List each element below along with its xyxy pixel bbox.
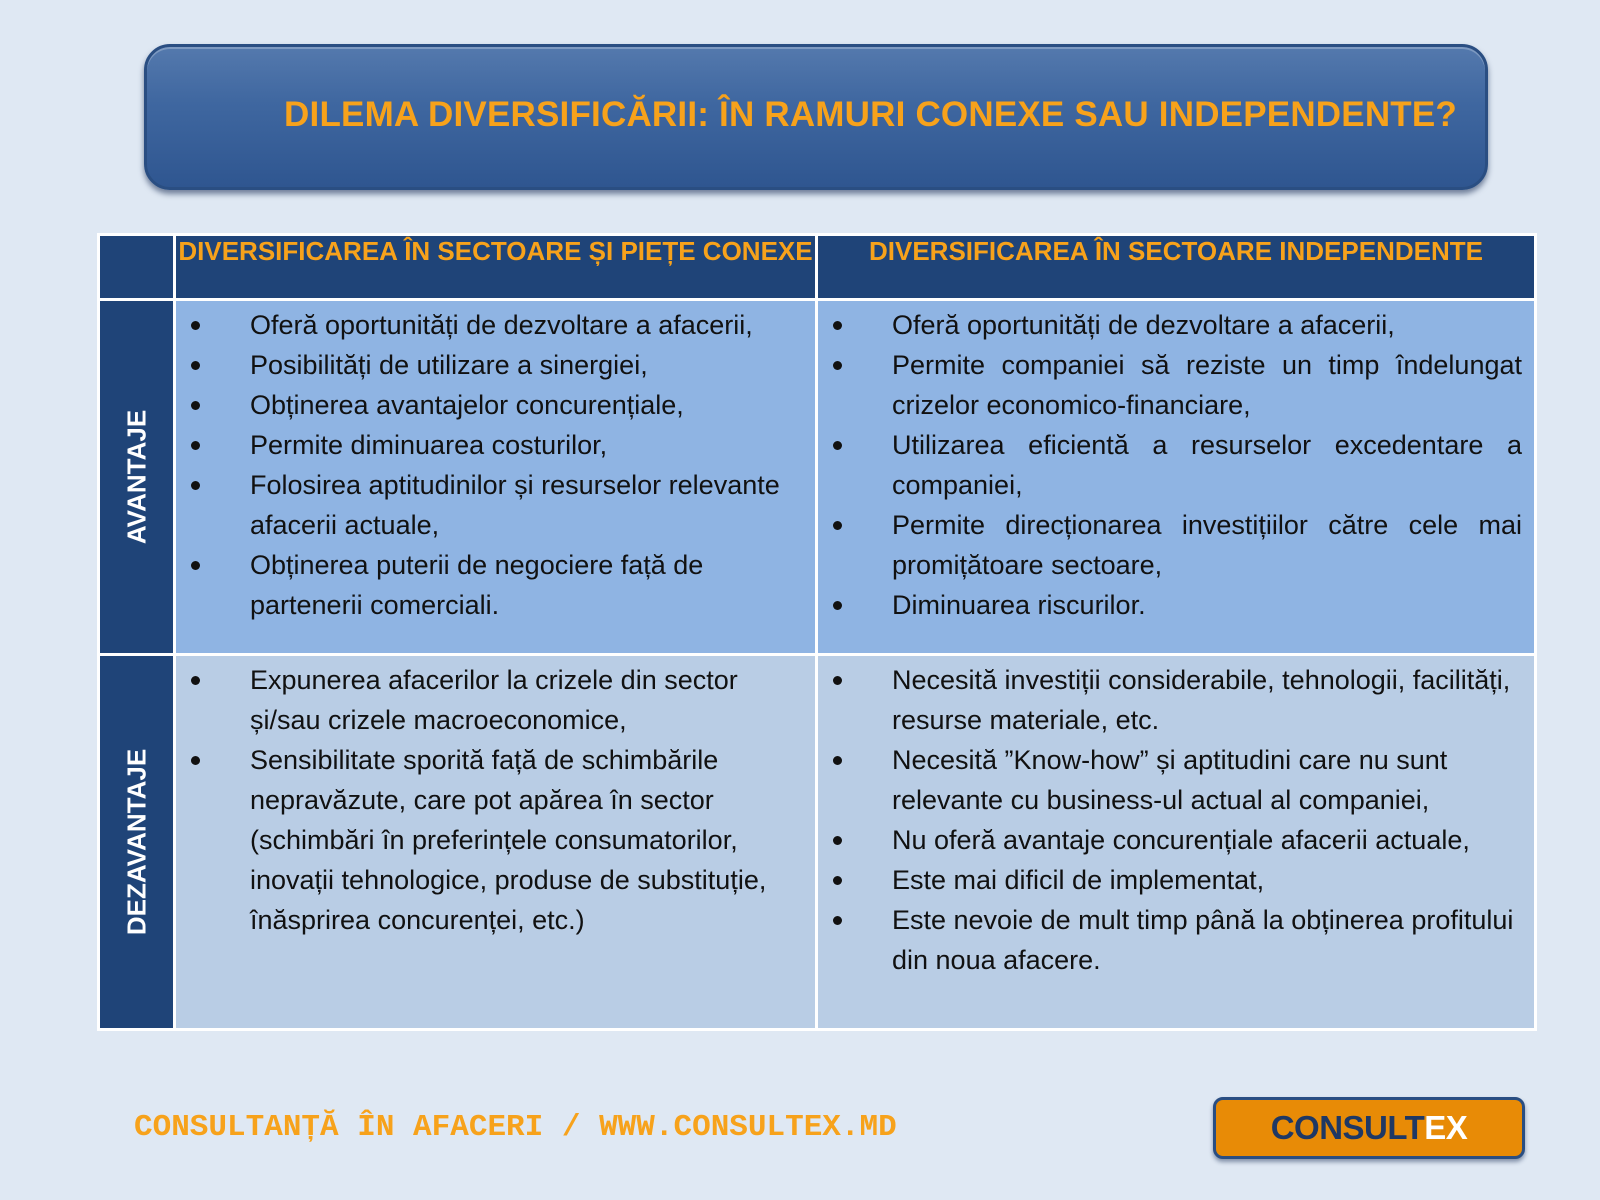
advantages-row bbox=[99, 300, 1536, 655]
logo-text-ex: EX bbox=[1424, 1109, 1468, 1146]
cell-dezavantaje-conexe bbox=[175, 655, 817, 1030]
list-item: Permite direcționarea investițiilor către cele mai promițătoare sectoare, bbox=[818, 505, 1522, 585]
list-item: Obținerea puterii de negociere față de partenerii comerciali. bbox=[176, 545, 803, 625]
list-item: Oferă oportunități de dezvoltare a afacerii, bbox=[176, 305, 803, 345]
list-item: Utilizarea eficientă a resurselor excedentare a companiei, bbox=[818, 425, 1522, 505]
list-dezavantaje-conexe bbox=[176, 656, 815, 940]
list-item: Posibilități de utilizare a sinergiei, bbox=[176, 345, 803, 385]
footer-website[interactable]: CONSULTANȚĂ ÎN AFACERI / WWW.CONSULTEX.MD bbox=[134, 1110, 897, 1145]
list-item: Obținerea avantajelor concurențiale, bbox=[176, 385, 803, 425]
row-label-dezavantaje bbox=[99, 655, 175, 1030]
list-dezavantaje-independente bbox=[818, 656, 1534, 980]
list-item: Nu oferă avantaje concurențiale afacerii actuale, bbox=[818, 820, 1522, 860]
corner-cell bbox=[99, 235, 175, 300]
cell-avantaje-conexe bbox=[175, 300, 817, 655]
list-item: Diminuarea riscurilor. bbox=[818, 585, 1522, 625]
title-banner bbox=[144, 44, 1488, 190]
header-conexe: DIVERSIFICAREA ÎN SECTOARE ȘI PIEȚE CONEXE bbox=[175, 235, 817, 300]
list-item: Necesită ”Know-how” și aptitudini care nu sunt relevante cu business-ul actual al companiei, bbox=[818, 740, 1522, 820]
dezavantaje-label: DEZAVANTAJE bbox=[121, 748, 151, 936]
list-item: Este mai dificil de implementat, bbox=[818, 860, 1522, 900]
list-item: Permite companiei să reziste un timp îndelungat crizelor economico-financiare, bbox=[818, 345, 1522, 425]
consultex-logo bbox=[1213, 1097, 1525, 1159]
list-item: Permite diminuarea costurilor, bbox=[176, 425, 803, 465]
list-item: Necesită investiții considerabile, tehnologii, facilități, resurse materiale, etc. bbox=[818, 660, 1522, 740]
cell-dezavantaje-independente bbox=[817, 655, 1536, 1030]
comparison-table bbox=[97, 233, 1537, 1031]
list-item: Este nevoie de mult timp până la obținerea profitului din noua afacere. bbox=[818, 900, 1522, 980]
list-item: Sensibilitate sporită față de schimbările nepravăzute, care pot apărea în sector (schimbări în preferințele consumatorilor, inovații tehnologice, produse de substituție, înăsprirea concurenței, etc.) bbox=[176, 740, 803, 940]
logo-text-consult: CONSULT bbox=[1270, 1109, 1425, 1146]
disadvantages-row bbox=[99, 655, 1536, 1030]
list-item: Folosirea aptitudinilor și resurselor relevante afacerii actuale, bbox=[176, 465, 803, 545]
list-avantaje-conexe bbox=[176, 301, 815, 625]
page-title: DILEMA DIVERSIFICĂRII: ÎN RAMURI CONEXE SAU INDEPENDENTE? bbox=[284, 95, 1457, 134]
list-item: Expunerea afacerilor la crizele din sector și/sau crizele macroeconomice, bbox=[176, 660, 803, 740]
header-independente: DIVERSIFICAREA ÎN SECTOARE INDEPENDENTE bbox=[817, 235, 1536, 300]
list-item: Oferă oportunități de dezvoltare a afacerii, bbox=[818, 305, 1522, 345]
header-row bbox=[99, 235, 1536, 300]
cell-avantaje-independente bbox=[817, 300, 1536, 655]
row-label-avantaje bbox=[99, 300, 175, 655]
list-avantaje-independente bbox=[818, 301, 1534, 625]
avantaje-label: AVANTAJE bbox=[121, 409, 151, 545]
